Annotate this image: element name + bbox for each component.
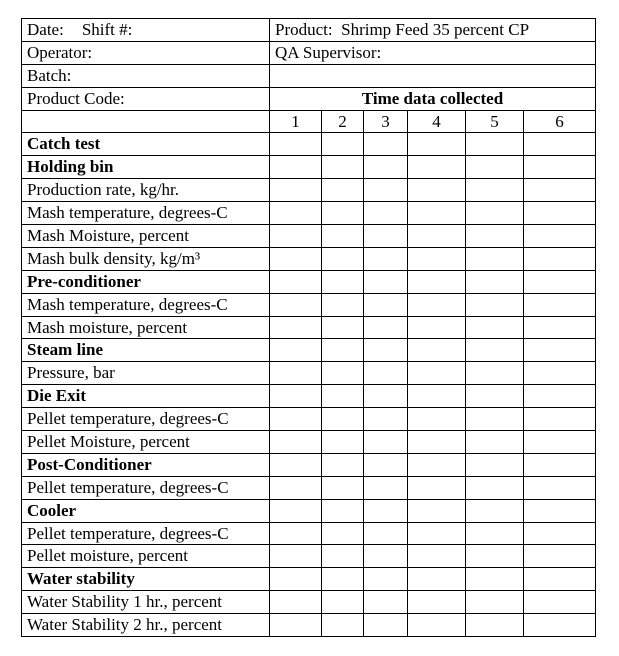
data-entry-cell[interactable]	[270, 431, 322, 454]
data-entry-cell[interactable]	[408, 133, 466, 156]
data-entry-cell[interactable]	[270, 247, 322, 270]
data-entry-cell[interactable]	[408, 179, 466, 202]
qa-data-form-table	[21, 18, 596, 637]
measurement-label: Mash moisture, percent	[22, 316, 270, 339]
data-entry-cell[interactable]	[524, 339, 596, 362]
data-entry-cell[interactable]	[270, 133, 322, 156]
product-value: Shrimp Feed 35 percent CP	[341, 19, 530, 39]
data-entry-cell[interactable]	[524, 385, 596, 408]
data-entry-cell[interactable]	[364, 156, 408, 179]
section-row	[22, 385, 596, 408]
measurement-label: Pellet moisture, percent	[22, 545, 270, 568]
section-row	[22, 499, 596, 522]
data-entry-cell[interactable]	[270, 545, 322, 568]
data-entry-cell[interactable]	[364, 431, 408, 454]
data-entry-cell[interactable]	[322, 202, 364, 225]
data-entry-cell[interactable]	[466, 545, 524, 568]
data-entry-cell[interactable]	[466, 202, 524, 225]
data-entry-cell[interactable]	[364, 270, 408, 293]
header-row-batch	[22, 64, 596, 87]
data-entry-cell[interactable]	[466, 568, 524, 591]
measurement-row	[22, 316, 596, 339]
data-entry-cell[interactable]	[466, 225, 524, 248]
measurement-row	[22, 362, 596, 385]
measurement-label: Production rate, kg/hr.	[22, 179, 270, 202]
data-entry-cell[interactable]	[322, 339, 364, 362]
data-entry-cell[interactable]	[270, 408, 322, 431]
data-entry-cell[interactable]	[524, 156, 596, 179]
data-entry-cell[interactable]	[270, 568, 322, 591]
measurement-row	[22, 408, 596, 431]
data-entry-cell[interactable]	[364, 293, 408, 316]
data-entry-cell[interactable]	[524, 431, 596, 454]
data-entry-cell[interactable]	[408, 522, 466, 545]
time-col-6: 6	[524, 110, 596, 133]
data-entry-cell[interactable]	[466, 179, 524, 202]
data-entry-cell[interactable]	[270, 316, 322, 339]
data-entry-cell[interactable]	[270, 385, 322, 408]
data-entry-cell[interactable]	[364, 408, 408, 431]
data-entry-cell[interactable]	[322, 591, 364, 614]
data-entry-cell[interactable]	[466, 339, 524, 362]
qa-supervisor-label: QA Supervisor:	[270, 41, 596, 64]
data-entry-cell[interactable]	[524, 614, 596, 637]
data-entry-cell[interactable]	[524, 545, 596, 568]
measurement-label: Mash temperature, degrees-C	[22, 293, 270, 316]
data-entry-cell[interactable]	[270, 270, 322, 293]
section-row	[22, 453, 596, 476]
data-entry-cell[interactable]	[270, 362, 322, 385]
data-entry-cell[interactable]	[408, 568, 466, 591]
data-entry-cell[interactable]	[322, 225, 364, 248]
data-entry-cell[interactable]	[364, 362, 408, 385]
data-entry-cell[interactable]	[408, 316, 466, 339]
section-row	[22, 270, 596, 293]
data-entry-cell[interactable]	[524, 247, 596, 270]
header-row-operator	[22, 41, 596, 64]
data-entry-cell[interactable]	[270, 179, 322, 202]
measurement-label: Mash bulk density, kg/m³	[22, 247, 270, 270]
data-entry-cell[interactable]	[408, 225, 466, 248]
data-entry-cell[interactable]	[524, 316, 596, 339]
measurement-row	[22, 476, 596, 499]
section-row	[22, 156, 596, 179]
data-entry-cell[interactable]	[322, 431, 364, 454]
data-entry-cell[interactable]	[524, 408, 596, 431]
data-entry-cell[interactable]	[322, 270, 364, 293]
shift-label: Shift #:	[81, 19, 133, 39]
data-entry-cell[interactable]	[408, 476, 466, 499]
time-col-5: 5	[466, 110, 524, 133]
data-entry-cell[interactable]	[408, 431, 466, 454]
measurement-label: Pellet temperature, degrees-C	[22, 476, 270, 499]
batch-label: Batch:	[22, 64, 270, 87]
section-row	[22, 339, 596, 362]
data-entry-cell[interactable]	[524, 202, 596, 225]
data-entry-cell[interactable]	[524, 522, 596, 545]
time-col-3: 3	[364, 110, 408, 133]
data-entry-cell[interactable]	[364, 499, 408, 522]
measurement-row	[22, 431, 596, 454]
data-entry-cell[interactable]	[364, 339, 408, 362]
data-entry-cell[interactable]	[524, 568, 596, 591]
data-entry-cell[interactable]	[322, 476, 364, 499]
measurement-row	[22, 247, 596, 270]
data-entry-cell[interactable]	[364, 202, 408, 225]
data-entry-cell[interactable]	[322, 499, 364, 522]
data-entry-cell[interactable]	[466, 270, 524, 293]
data-entry-cell[interactable]	[466, 133, 524, 156]
data-entry-cell[interactable]	[322, 133, 364, 156]
section-row	[22, 568, 596, 591]
time-columns-blank	[22, 110, 270, 133]
data-entry-cell[interactable]	[408, 499, 466, 522]
measurement-row	[22, 225, 596, 248]
section-row	[22, 133, 596, 156]
product-code-label: Product Code:	[22, 87, 270, 110]
data-entry-cell[interactable]	[322, 156, 364, 179]
data-entry-cell[interactable]	[322, 453, 364, 476]
data-entry-cell[interactable]	[466, 453, 524, 476]
data-entry-cell[interactable]	[270, 591, 322, 614]
data-entry-cell[interactable]	[270, 202, 322, 225]
data-entry-cell[interactable]	[270, 225, 322, 248]
data-entry-cell[interactable]	[408, 247, 466, 270]
data-entry-cell[interactable]	[364, 179, 408, 202]
data-entry-cell[interactable]	[466, 591, 524, 614]
measurement-label: Pressure, bar	[22, 362, 270, 385]
time-col-4: 4	[408, 110, 466, 133]
data-entry-cell[interactable]	[322, 545, 364, 568]
data-entry-cell[interactable]	[466, 316, 524, 339]
measurement-label: Water Stability 1 hr., percent	[22, 591, 270, 614]
data-entry-cell[interactable]	[524, 179, 596, 202]
product-cell	[270, 19, 596, 42]
data-entry-cell[interactable]	[408, 339, 466, 362]
section-label: Die Exit	[22, 385, 270, 408]
measurement-row	[22, 545, 596, 568]
data-entry-cell[interactable]	[408, 614, 466, 637]
data-entry-cell[interactable]	[322, 179, 364, 202]
form-body	[22, 19, 596, 637]
data-entry-cell[interactable]	[322, 247, 364, 270]
data-entry-cell[interactable]	[466, 362, 524, 385]
data-entry-cell[interactable]	[466, 431, 524, 454]
section-label: Holding bin	[22, 156, 270, 179]
data-entry-cell[interactable]	[270, 339, 322, 362]
data-entry-cell[interactable]	[466, 522, 524, 545]
batch-value-cell	[270, 64, 596, 87]
data-entry-cell[interactable]	[364, 476, 408, 499]
data-entry-cell[interactable]	[466, 293, 524, 316]
section-label: Cooler	[22, 499, 270, 522]
data-entry-cell[interactable]	[364, 247, 408, 270]
data-entry-cell[interactable]	[364, 225, 408, 248]
measurement-row	[22, 522, 596, 545]
data-entry-cell[interactable]	[408, 453, 466, 476]
data-entry-cell[interactable]	[322, 614, 364, 637]
header-row-product-code	[22, 87, 596, 110]
data-entry-cell[interactable]	[364, 545, 408, 568]
data-entry-cell[interactable]	[466, 408, 524, 431]
measurement-label: Pellet temperature, degrees-C	[22, 408, 270, 431]
data-entry-cell[interactable]	[524, 362, 596, 385]
data-entry-cell[interactable]	[322, 522, 364, 545]
data-entry-cell[interactable]	[322, 362, 364, 385]
data-entry-cell[interactable]	[466, 385, 524, 408]
date-label: Date:	[27, 19, 64, 39]
data-entry-cell[interactable]	[270, 499, 322, 522]
measurement-label: Mash Moisture, percent	[22, 225, 270, 248]
section-label: Post-Conditioner	[22, 453, 270, 476]
data-entry-cell[interactable]	[364, 133, 408, 156]
data-entry-cell[interactable]	[524, 453, 596, 476]
data-entry-cell[interactable]	[364, 453, 408, 476]
operator-label: Operator:	[22, 41, 270, 64]
data-entry-cell[interactable]	[524, 499, 596, 522]
time-col-1: 1	[270, 110, 322, 133]
data-entry-cell[interactable]	[270, 293, 322, 316]
data-entry-cell[interactable]	[364, 614, 408, 637]
product-label: Product:	[275, 19, 333, 39]
data-entry-cell[interactable]	[364, 591, 408, 614]
measurement-label: Pellet temperature, degrees-C	[22, 522, 270, 545]
time-columns-row	[22, 110, 596, 133]
measurement-row	[22, 179, 596, 202]
measurement-row	[22, 202, 596, 225]
data-entry-cell[interactable]	[466, 614, 524, 637]
data-entry-cell[interactable]	[408, 545, 466, 568]
time-col-2: 2	[322, 110, 364, 133]
data-entry-cell[interactable]	[524, 293, 596, 316]
data-entry-cell[interactable]	[408, 202, 466, 225]
data-entry-cell[interactable]	[322, 408, 364, 431]
section-label: Water stability	[22, 568, 270, 591]
measurement-label: Pellet Moisture, percent	[22, 431, 270, 454]
section-label: Catch test	[22, 133, 270, 156]
measurement-label: Mash temperature, degrees-C	[22, 202, 270, 225]
data-entry-cell[interactable]	[364, 568, 408, 591]
data-entry-cell[interactable]	[524, 270, 596, 293]
data-entry-cell[interactable]	[466, 499, 524, 522]
data-entry-cell[interactable]	[270, 453, 322, 476]
data-entry-cell[interactable]	[408, 293, 466, 316]
data-entry-cell[interactable]	[322, 385, 364, 408]
date-shift-cell	[22, 19, 270, 42]
data-entry-cell[interactable]	[466, 476, 524, 499]
measurement-label: Water Stability 2 hr., percent	[22, 614, 270, 637]
data-entry-cell[interactable]	[270, 614, 322, 637]
data-entry-cell[interactable]	[322, 568, 364, 591]
data-entry-cell[interactable]	[408, 156, 466, 179]
data-entry-cell[interactable]	[408, 591, 466, 614]
data-entry-cell[interactable]	[408, 270, 466, 293]
data-entry-cell[interactable]	[364, 385, 408, 408]
data-entry-cell[interactable]	[408, 408, 466, 431]
data-entry-cell[interactable]	[270, 156, 322, 179]
header-row-date	[22, 19, 596, 42]
data-entry-cell[interactable]	[408, 385, 466, 408]
data-entry-cell[interactable]	[322, 316, 364, 339]
data-entry-cell[interactable]	[524, 225, 596, 248]
data-entry-cell[interactable]	[364, 316, 408, 339]
section-label: Pre-conditioner	[22, 270, 270, 293]
data-entry-cell[interactable]	[524, 591, 596, 614]
data-entry-cell[interactable]	[270, 476, 322, 499]
section-label: Steam line	[22, 339, 270, 362]
data-entry-cell[interactable]	[524, 133, 596, 156]
measurement-row	[22, 293, 596, 316]
time-data-header: Time data collected	[270, 87, 596, 110]
data-entry-cell[interactable]	[466, 247, 524, 270]
measurement-row	[22, 614, 596, 637]
data-entry-cell[interactable]	[270, 522, 322, 545]
data-entry-cell[interactable]	[466, 156, 524, 179]
data-entry-cell[interactable]	[364, 522, 408, 545]
measurement-row	[22, 591, 596, 614]
data-entry-cell[interactable]	[408, 362, 466, 385]
data-entry-cell[interactable]	[524, 476, 596, 499]
data-entry-cell[interactable]	[322, 293, 364, 316]
